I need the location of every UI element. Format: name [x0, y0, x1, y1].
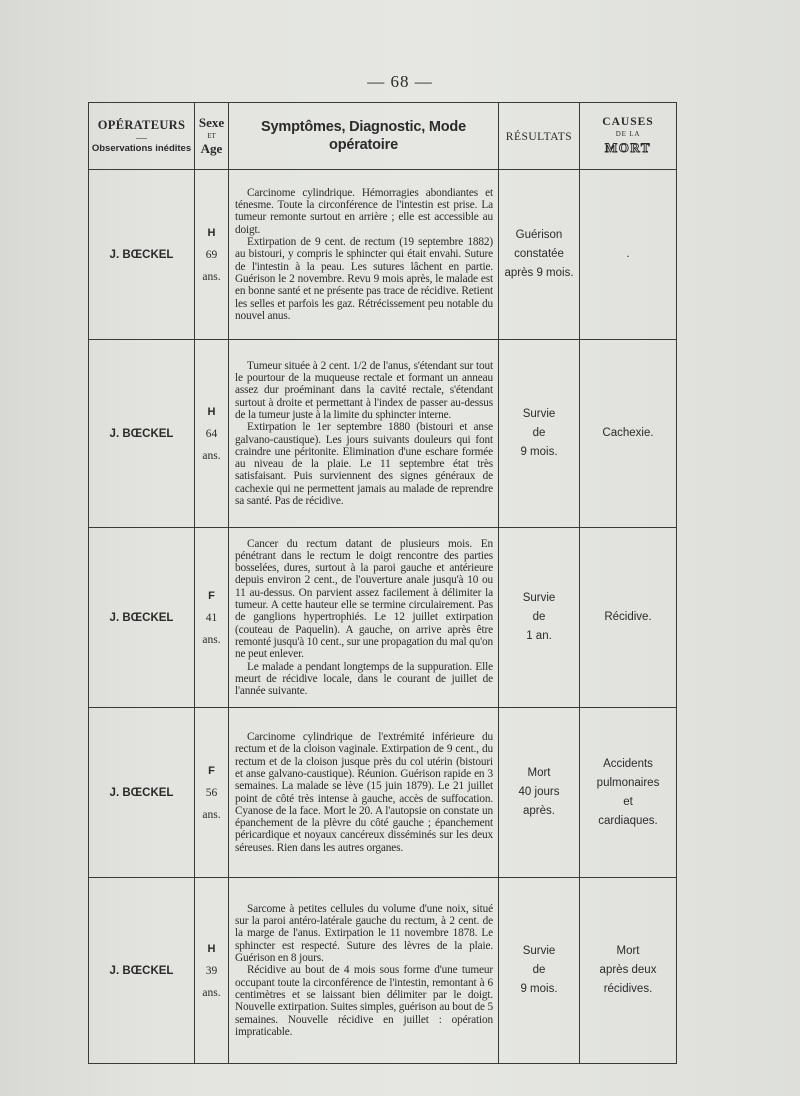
table-header-row [89, 103, 677, 170]
sexe-age-cell [195, 170, 229, 340]
symptomes-cell [229, 878, 499, 1064]
cause-cell [580, 528, 677, 708]
resultat-line: constatée [514, 248, 564, 260]
symptomes-paragraph: Le malade a pendant longtemps de la suppuration. Elle meurt de récidive locale, dans le courant de juillet de l'année suivante. [235, 660, 493, 698]
resultat-line: Survie [522, 945, 556, 957]
age-unit: ans. [202, 808, 221, 821]
cause-line: pulmonaires [596, 776, 660, 789]
age-unit: ans. [202, 633, 221, 646]
cause-line: Mort [616, 945, 640, 957]
header-sexe: Sexe [198, 115, 225, 130]
resultat-line: de [532, 611, 546, 623]
resultat-line: Guérison [515, 229, 563, 241]
symptomes-cell [229, 528, 499, 708]
header-age: Age [200, 141, 223, 156]
age-value: 41 [205, 611, 218, 624]
resultat-cell [499, 170, 580, 340]
table-row [89, 340, 677, 528]
cause-line: après deux [599, 964, 657, 976]
resultat-line: de [532, 964, 546, 976]
symptomes-paragraph: Carcinome cylindrique. Hémorragies abondiantes et ténesme. Toute la circonférence de l'intestin est prise. La tumeur remonte surtout en arrière ; elle est accessible au doigt. [235, 186, 493, 236]
header-resultats-title: RÉSULTATS [505, 131, 573, 143]
resultat-line: de [532, 427, 546, 439]
table-row [89, 170, 677, 340]
resultat-line: après. [523, 805, 555, 817]
symptomes-paragraph: Récidive au bout de 4 mois sous forme d'une tumeur occupant toute la circonférence de l'intestin, remontant à 6 centimètres et se laissant bien délimiter par le doigt. Nouvelle extirpation. Suites simples, guérison au bout de 5 semaines. Nouvelle récidive en juillet : opération impraticable. [235, 964, 493, 1038]
table-row [89, 708, 677, 878]
cause-cell [580, 170, 677, 340]
sexe-age-cell [195, 878, 229, 1064]
header-causes [580, 103, 677, 170]
sexe-value: H [207, 226, 216, 239]
symptomes-paragraph: Cancer du rectum datant de plusieurs mois. En pénétrant dans le rectum le doigt rencontre des parties bosselées, dures, surtout à la paroi gauche et antérieure depuis environ 2 cent., de l'ouverture anale jusqu'à 10 ou 11 au-dessus. On parvient assez facilement à délimiter la tumeur. A cette hauteur elle se termine circulairement. Pas de ganglions hypertrophiés. Le 12 juillet extirpation (couteau de Paquelin). A gauche, on arrive après être remonté jusqu'à 10 cent., sur une propagation du mal qu'on ne peut enlever. [235, 537, 493, 661]
symptomes-paragraph: Tumeur située à 2 cent. 1/2 de l'anus, s'étendant sur tout le pourtour de la muqueuse rectale et formant un anneau assez dur proéminant dans la cavité rectale, s'étendant surtout à droite et permettant à l'index de passer au-dessus de la tumeur juste à la limite du sphincter interne. [235, 359, 493, 421]
resultat-cell [499, 708, 580, 878]
cause-cell [580, 340, 677, 528]
resultat-line: Survie [522, 408, 556, 420]
symptomes-cell [229, 170, 499, 340]
sexe-age-cell [195, 528, 229, 708]
resultat-line: 9 mois. [520, 983, 558, 995]
sexe-value: H [207, 405, 216, 418]
table-row [89, 528, 677, 708]
cause-cell [580, 708, 677, 878]
observations-table [88, 102, 677, 1064]
header-sexe-age [195, 103, 229, 170]
cause-line: . [626, 248, 630, 260]
table-row [89, 878, 677, 1064]
sexe-value: H [207, 942, 216, 955]
age-unit: ans. [202, 270, 221, 283]
header-symptomes [229, 103, 499, 170]
age-unit: ans. [202, 449, 221, 462]
page-number: — 68 — [367, 72, 433, 91]
cause-line: et [623, 795, 633, 808]
symptomes-cell [229, 340, 499, 528]
header-causes-de-la: DE LA [615, 130, 641, 138]
resultat-line: 1 an. [526, 630, 552, 642]
symptomes-paragraph: Carcinome cylindrique de l'extrémité inférieure du rectum et de la cloison vaginale. Extirpation de 9 cent., du rectum et de la cloison jusque près du col utérin (bistouri et anse galvano-caustique). Réunion. Guérison rapide en 3 semaines. La malade se lève (15 juin 1879). Le 21 juillet point de côté très intense à gauche, accès de suffocation. Cyanose de la face. Mort le 20. A l'autopsie on constate un épanchement de la plèvre du côté gauche ; épanchement péricardique et noyaux cancéreux disséminés sur les deux séreuses. Rien dans les autres organes. [235, 731, 493, 854]
resultat-line: Survie [522, 592, 556, 604]
resultat-cell [499, 340, 580, 528]
operateur-cell: J. BŒCKEL [89, 708, 195, 878]
cause-line: Récidive. [604, 611, 652, 623]
age-value: 56 [205, 786, 218, 799]
header-operateurs-subtitle: Observations inédites [91, 143, 192, 154]
operateur-cell: J. BŒCKEL [89, 528, 195, 708]
header-sexe-et: ET [207, 132, 216, 140]
resultat-line: après 9 mois. [504, 267, 574, 279]
resultat-line: 9 mois. [520, 446, 558, 458]
operateur-cell: J. BŒCKEL [89, 170, 195, 340]
age-value: 69 [205, 248, 218, 261]
age-value: 64 [205, 427, 218, 440]
resultat-cell [499, 528, 580, 708]
header-operateurs-title: OPÉRATEURS [97, 118, 186, 132]
cause-line: Cachexie. [602, 427, 654, 439]
resultat-line: Mort [527, 767, 551, 779]
sexe-age-cell [195, 340, 229, 528]
age-unit: ans. [202, 986, 221, 999]
header-causes-title: CAUSES [602, 116, 654, 128]
header-symptomes-title: Symptômes, Diagnostic, Mode opératoire [261, 119, 466, 153]
symptomes-cell [229, 708, 499, 878]
header-operateurs-dash: — [136, 132, 147, 144]
operateur-cell: J. BŒCKEL [89, 878, 195, 1064]
header-causes-mort: MORT [605, 140, 651, 155]
cause-line: récidives. [603, 983, 653, 995]
cause-cell [580, 878, 677, 1064]
age-value: 39 [205, 964, 218, 977]
cause-line: cardiaques. [598, 814, 658, 827]
cause-line: Accidents [603, 757, 653, 770]
header-resultats [499, 103, 580, 170]
sexe-value: F [208, 764, 215, 777]
header-operateurs [89, 103, 195, 170]
symptomes-paragraph: Extirpation de 9 cent. de rectum (19 septembre 1882) au bistouri, y compris le sphincter qui était envahi. Suture de l'intestin à la peau. Les sutures lâchent en partie. Guérison le 2 novembre. Revu 9 mois après, le malade est en bonne santé et ne présente pas trace de récidive. Retient les selles et parfois les gaz. Rétrécissement peu notable du nouvel anus. [235, 236, 493, 322]
operateur-cell: J. BŒCKEL [89, 340, 195, 528]
sexe-age-cell [195, 708, 229, 878]
sexe-value: F [208, 589, 215, 602]
symptomes-paragraph: Sarcome à petites cellules du volume d'une noix, situé sur la paroi antéro-latérale gauche du rectum, à 2 cent. de la marge de l'anus. Extirpation le 11 novembre 1878. Le sphincter est respecté. Suture des lèvres de la plaie. Guérison en 8 jours. [235, 902, 493, 965]
resultat-cell [499, 878, 580, 1064]
symptomes-paragraph: Extirpation le 1er septembre 1880 (bistouri et anse galvano-caustique). Les jours suivants douleurs qui font craindre une péritonite. Elimination d'une eschare formée au niveau de la plaie. Le 11 septembre état très satisfaisant. Puis surviennent des signes généraux de cachexie qui ne permettent jamais au malade de reprendre sa santé. Pas de récidive. [235, 421, 493, 507]
resultat-line: 40 jours [518, 786, 560, 798]
